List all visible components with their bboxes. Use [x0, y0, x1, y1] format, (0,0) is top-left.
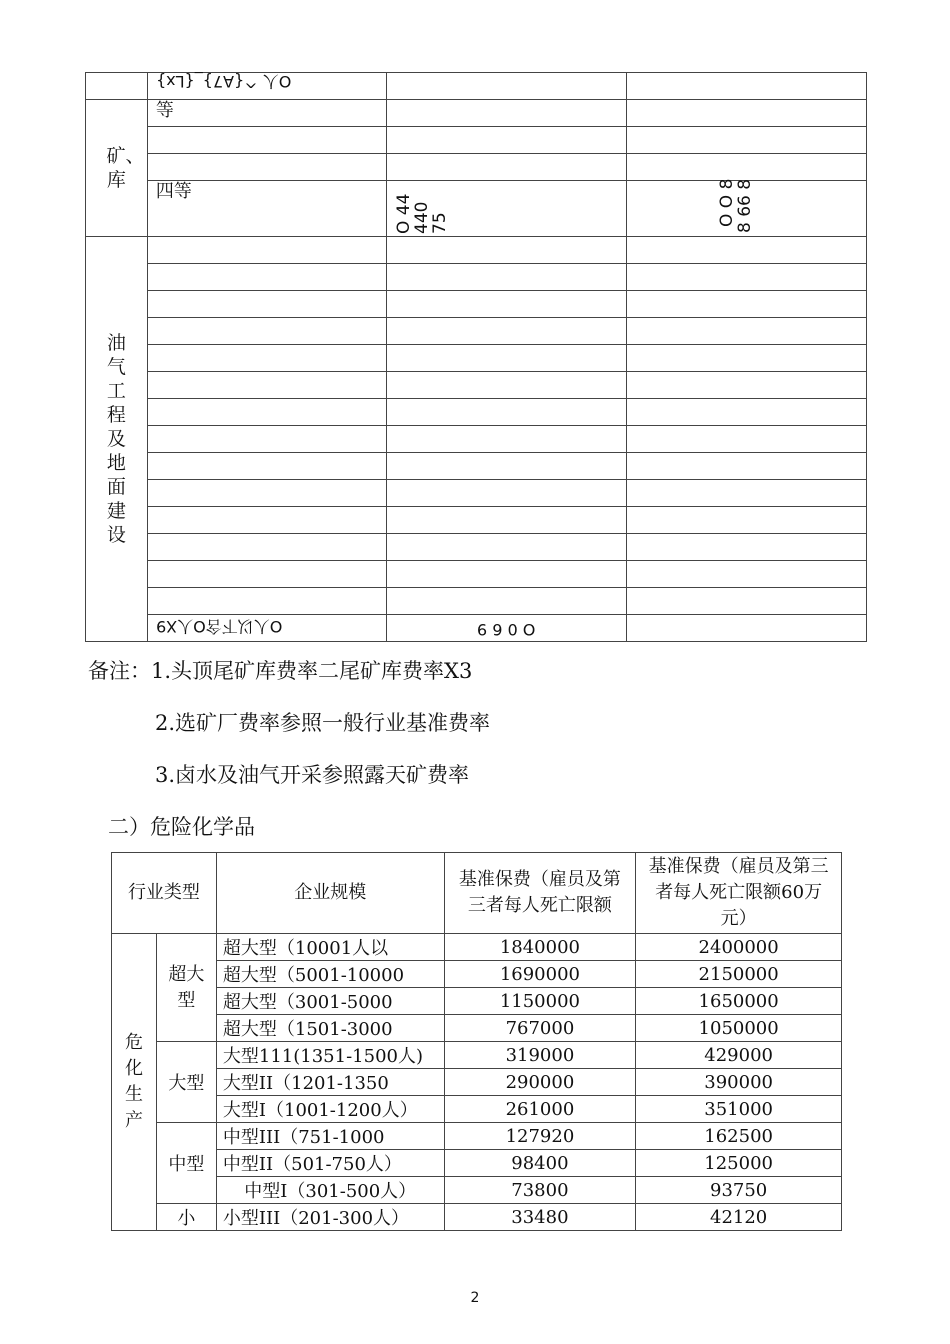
premium-cell: 429000: [636, 1042, 842, 1069]
premium-cell: 125000: [636, 1150, 842, 1177]
oil-last-value: O 0 6 9: [386, 615, 627, 642]
scale-cell: 超大型（1501-3000: [216, 1015, 444, 1042]
premium-cell: 127920: [444, 1123, 636, 1150]
note-2: 2.选矿厂费率参照一般行业基准费率: [155, 711, 491, 735]
scale-cell: 超大型（3001-5000: [216, 988, 444, 1015]
premium-cell: 390000: [636, 1069, 842, 1096]
group-label: 小: [156, 1204, 216, 1231]
note-3: 3.卤水及油气开采参照露天矿费率: [155, 763, 470, 787]
header-scale: 企业规模: [216, 853, 444, 934]
header-industry: 行业类型: [112, 853, 217, 934]
premium-cell: 767000: [444, 1015, 636, 1042]
premium-cell: 290000: [444, 1069, 636, 1096]
scale-cell: 大型II（1201-1350: [216, 1069, 444, 1096]
scale-cell: 中型I（301-500人）: [216, 1177, 444, 1204]
scale-cell: 超大型（5001-10000: [216, 961, 444, 988]
mine-side-label: 矿、库: [86, 100, 148, 237]
premium-cell: 73800: [444, 1177, 636, 1204]
group-label: 大型: [156, 1042, 216, 1123]
premium-cell: 98400: [444, 1150, 636, 1177]
premium-cell: 1650000: [636, 988, 842, 1015]
group-label: 中型: [156, 1123, 216, 1204]
premium-cell: 42120: [636, 1204, 842, 1231]
premium-cell: 2150000: [636, 961, 842, 988]
oil-last-label: O人以下含O人X9: [147, 615, 386, 642]
sideng-value-1: O 44 440 75: [386, 181, 627, 237]
section-title: 二）危险化学品: [108, 815, 255, 839]
note-1: 备注：1.头顶尾矿库费率二尾矿库费率X3: [88, 659, 473, 683]
top-row-label: O人 ^{A7}_{Lx}: [147, 73, 386, 100]
scale-cell: 超大型（10001人以: [216, 934, 444, 961]
mine-rate-table: [85, 72, 867, 642]
premium-cell: 319000: [444, 1042, 636, 1069]
industry-label: 危化生产: [112, 934, 157, 1231]
scale-cell: 大型I（1001-1200人）: [216, 1096, 444, 1123]
premium-cell: 162500: [636, 1123, 842, 1150]
premium-cell: 2400000: [636, 934, 842, 961]
group-label: 超大型: [156, 934, 216, 1042]
premium-cell: 261000: [444, 1096, 636, 1123]
premium-cell: 33480: [444, 1204, 636, 1231]
premium-cell: 93750: [636, 1177, 842, 1204]
scale-cell: 中型II（501-750人）: [216, 1150, 444, 1177]
sideng-value-2: O O 8 8 66 8: [627, 181, 867, 237]
scale-cell: 小型III（201-300人）: [216, 1204, 444, 1231]
oil-side-label: 油气工程及地面建设: [86, 237, 148, 642]
premium-cell: 351000: [636, 1096, 842, 1123]
premium-cell: 1690000: [444, 961, 636, 988]
premium-cell: 1150000: [444, 988, 636, 1015]
deng-label: 等: [147, 100, 386, 127]
sideng-label: 四等: [147, 181, 386, 237]
scale-cell: 中型III（751-1000: [216, 1123, 444, 1150]
hazchem-premium-table: [111, 852, 842, 1231]
premium-cell: 1050000: [636, 1015, 842, 1042]
premium-cell: 1840000: [444, 934, 636, 961]
scale-cell: 大型111(1351-1500人): [216, 1042, 444, 1069]
header-premium-1: 基准保费（雇员及第三者每人死亡限额: [444, 853, 636, 934]
header-premium-2: 基准保费（雇员及第三者每人死亡限额60万元）: [636, 853, 842, 934]
page-number: 2: [470, 1290, 480, 1306]
